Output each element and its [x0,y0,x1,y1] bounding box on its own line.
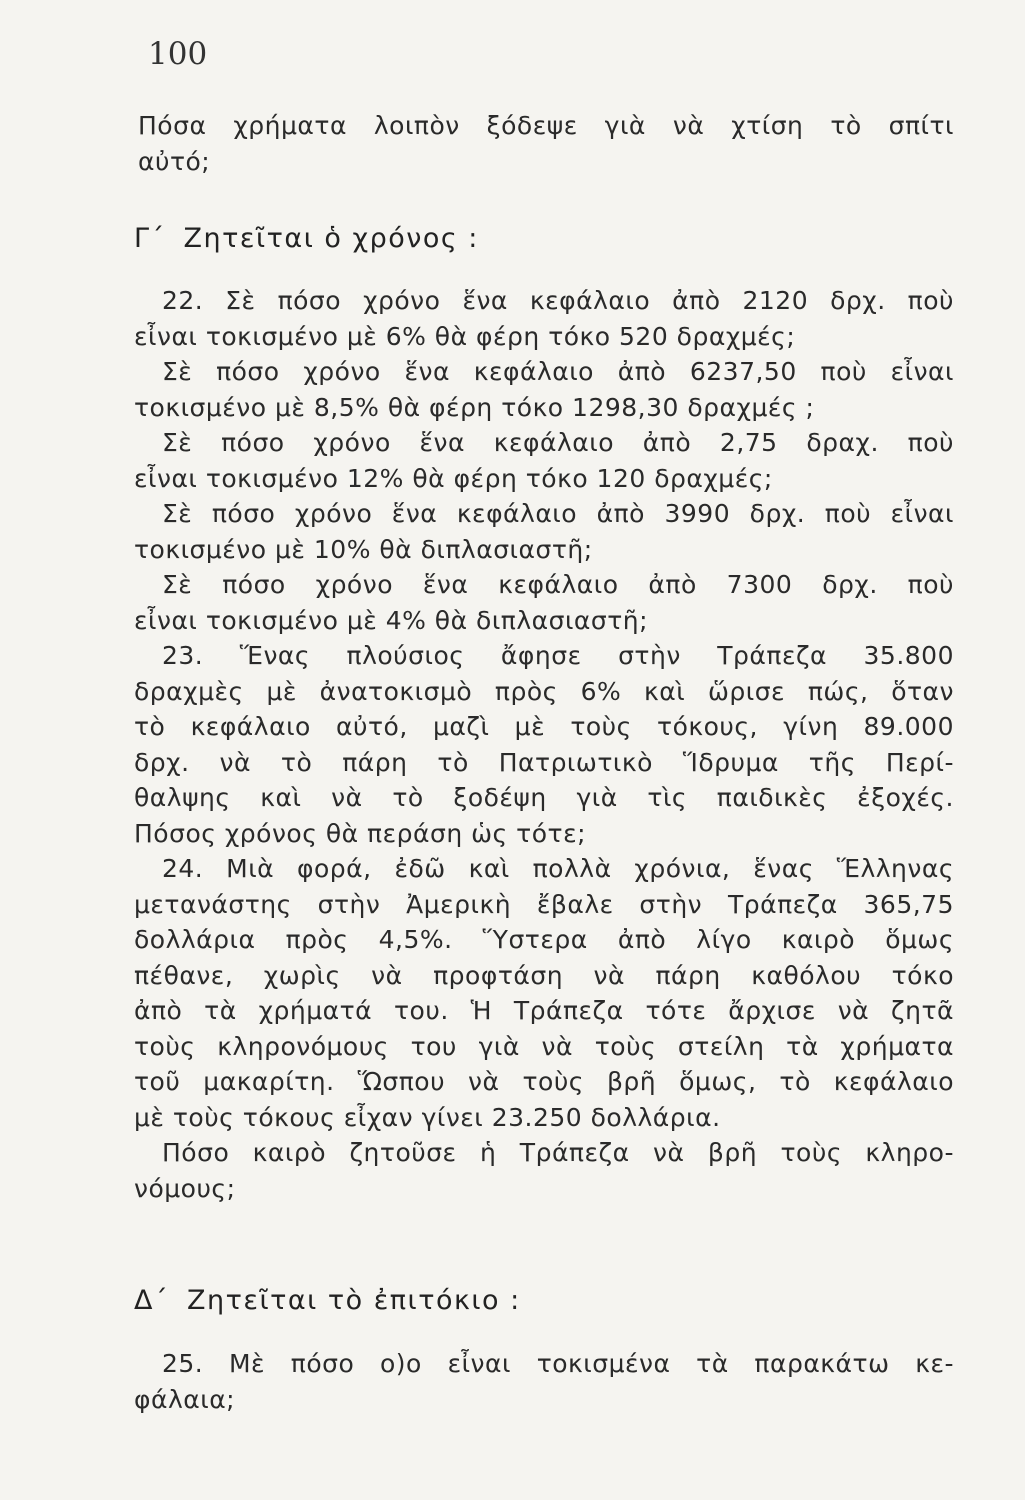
text-line: Σὲ πόσο χρόνο ἕνα κεφάλαιο ἀπὸ 7300 δρχ. ποὺ [162,570,954,599]
text-line: εἶναι τοκισμένο 12% θὰ φέρη τόκο 120 δραχμές; [134,463,773,493]
section-label: Γ΄ [134,223,166,254]
section-title: Ζητεῖται τὸ ἐπιτόκιο : [186,1285,521,1316]
text-line: τοῦ μακαρίτη. Ὥσπου νὰ τοὺς βρῆ ὅμως, τὸ κεφάλαιο [134,1067,954,1096]
text-line: μὲ τοὺς τόκους εἶχαν γίνει 23.250 δολλάρια. [134,1102,721,1132]
section-heading-interest-rate [134,1285,521,1316]
section-heading-time [134,223,479,254]
text-line: Πόσος χρόνος θὰ περάση ὡς τότε; [134,818,586,848]
text-line: Πόσο καιρὸ ζητοῦσε ἡ Τράπεζα νὰ βρῆ τοὺς κληρο- [162,1138,954,1167]
text-line: Σὲ πόσο χρόνο ἕνα κεφάλαιο ἀπὸ 6237,50 ποὺ εἶναι [162,357,954,386]
exercise-block-time [134,283,954,1206]
text-line: φάλαια; [134,1384,236,1414]
text-line: εἶναι τοκισμένο μὲ 6% θὰ φέρη τόκο 520 δραχμές; [134,321,796,351]
text-line: τὸ κεφάλαιο αὐτό, μαζὶ μὲ τοὺς τόκους, γίνη 89.000 [134,712,954,741]
text-line: Σὲ πόσο χρόνο ἕνα κεφάλαιο ἀπὸ 3990 δρχ. ποὺ εἶναι [162,499,954,528]
text-line: τοὺς κληρονόμους του γιὰ νὰ τοὺς στείλη τὰ χρήματα [134,1031,954,1061]
text-line: Πόσα χρήματα λοιπὸν ξόδεψε γιὰ νὰ χτίση τὸ σπίτι [138,111,954,140]
text-line: ἀπὸ τὰ χρήματά του. Ἡ Τράπεζα τότε ἄρχισε νὰ ζητᾶ [134,996,954,1025]
section-label: Δ΄ [134,1285,169,1316]
exercise-block-interest-rate [134,1346,954,1417]
page-number: 100 [148,36,208,72]
text-line: δολλάρια πρὸς 4,5%. Ὕστερα ἀπὸ λίγο καιρὸ ὅμως [134,925,954,954]
section-title: Ζητεῖται ὁ χρόνος : [183,223,479,254]
text-line: μετανάστης στὴν Ἀμερικὴ ἔβαλε στὴν Τράπεζα 365,75 [134,889,954,919]
text-line: πέθανε, χωρὶς νὰ προφτάση νὰ πάρη καθόλου τόκο [134,960,954,990]
text-line: νόμους; [134,1173,236,1203]
text-line: 24. Μιὰ φορά, ἐδῶ καὶ πολλὰ χρόνια, ἕνας Ἕλληνας [162,854,954,883]
text-line: εἶναι τοκισμένο μὲ 4% θὰ διπλασιαστῆ; [134,605,649,635]
text-line: τοκισμένο μὲ 8,5% θὰ φέρη τόκο 1298,30 δραχμές ; [134,392,815,422]
text-line: τοκισμένο μὲ 10% θὰ διπλασιαστῆ; [134,534,593,564]
text-line: δραχμὲς μὲ ἀνατοκισμὸ πρὸς 6% καὶ ὥρισε πώς, ὅταν [134,676,954,706]
text-line: 25. Μὲ πόσο ο)ο εἶναι τοκισμένα τὰ παρακάτω κε- [162,1349,954,1378]
text-line: 22. Σὲ πόσο χρόνο ἕνα κεφάλαιο ἀπὸ 2120 δρχ. ποὺ [162,286,954,315]
text-line: 23. Ἕνας πλούσιος ἄφησε στὴν Τράπεζα 35.800 [162,641,954,670]
text-line: θαλψης καὶ νὰ τὸ ξοδέψη γιὰ τὶς παιδικὲς ἐξοχές. [134,783,954,812]
text-line: δρχ. νὰ τὸ πάρη τὸ Πατριωτικὸ Ἵδρυμα τῆς Περί- [134,747,954,777]
text-line: αὐτό; [138,146,211,176]
intro-paragraph [134,108,954,179]
text-line: Σὲ πόσο χρόνο ἕνα κεφάλαιο ἀπὸ 2,75 δραχ. ποὺ [162,428,954,457]
